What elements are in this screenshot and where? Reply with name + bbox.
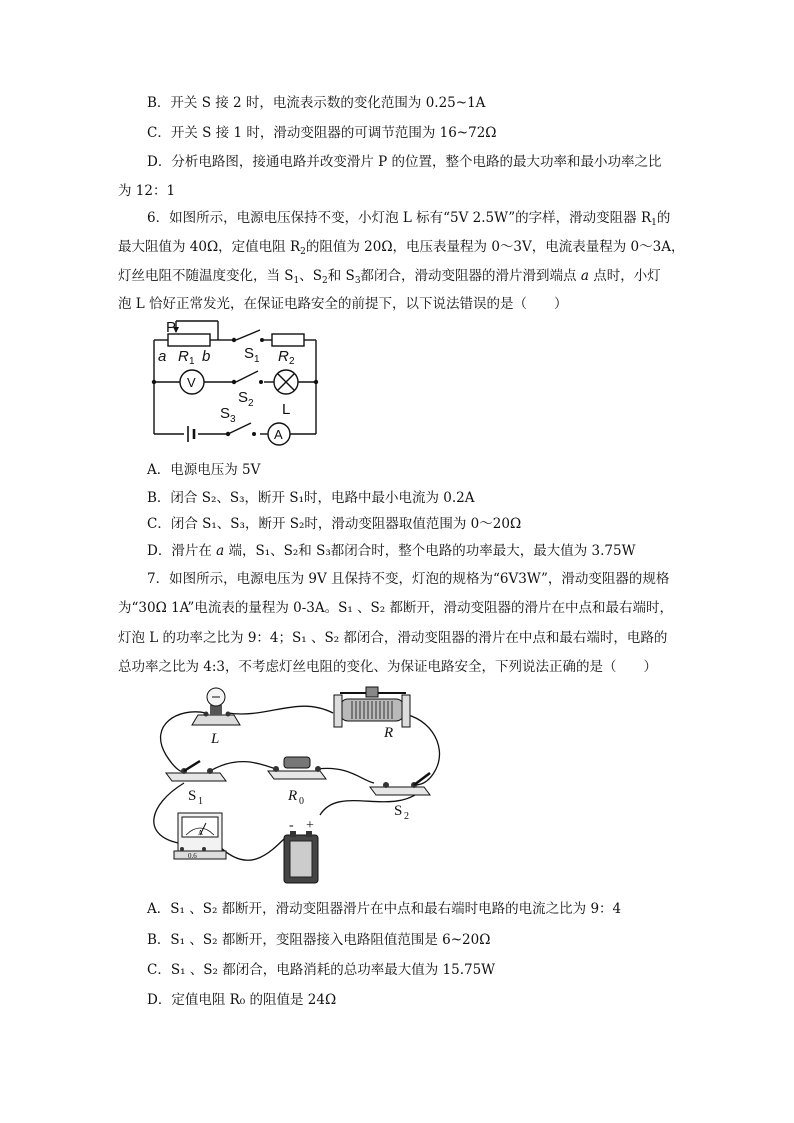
q6-option-b: B．闭合 S₂、S₃，断开 S₁时，电路中最小电流为 0.2A xyxy=(147,490,475,506)
q6-label-r1: R xyxy=(178,348,189,365)
q6-voltmeter-label: V xyxy=(187,375,196,390)
q5-option-b: B．开关 S 接 2 时，电流表示数的变化范围为 0.25~1A xyxy=(147,95,486,111)
q7-label-minus: - xyxy=(289,818,294,833)
q5-option-d: D．分析电路图，接通电路并改变滑片 P 的位置，整个电路的最大功率和最小功率之比 xyxy=(147,154,662,170)
q7-meter-range: 0.6 xyxy=(188,852,197,860)
q6-stem-line4: 泡 L 恰好正常发光，在保证电路安全的前提下，以下说法错误的是（ ） xyxy=(118,296,568,312)
q7-rheostat-r xyxy=(334,687,410,727)
q7-label-r0: R xyxy=(288,788,298,804)
q7-stem-line3: 灯泡 L 的功率之比为 9：4；S₁ 、S₂ 都闭合，滑动变阻器的滑片在中点和最右端时，电路的 xyxy=(118,630,668,646)
q5-option-c: C．开关 S 接 1 时，滑动变阻器的可调节范围为 16~72Ω xyxy=(147,125,497,141)
svg-text:A: A xyxy=(198,829,204,837)
svg-text:0: 0 xyxy=(299,796,304,807)
q7-label-r: R xyxy=(384,725,394,741)
q7-switch-s1 xyxy=(166,761,226,781)
q6-label-b: b xyxy=(202,348,211,365)
q6-option-c: C．闭合 S₁、S₃，断开 S₂时，滑动变阻器取值范围为 0～20Ω xyxy=(147,516,522,532)
q5-option-d-cont: 为 12：1 xyxy=(118,183,176,199)
q6-circuit-diagram xyxy=(148,318,348,448)
q6-label-p: P xyxy=(166,319,177,336)
svg-text:3: 3 xyxy=(230,414,236,425)
q6-option-d: D．滑片在 a 端，S₁、S₂和 S₃都闭合时，整个电路的功率最大，最大值为 3.75W xyxy=(147,543,636,559)
q7-label-s1: S xyxy=(188,788,197,804)
q7-circuit-illustration xyxy=(148,685,448,890)
q6-stem-line2: 最大阻值为 40Ω，定值电阻 $R_2$的阻值为 20Ω，电压表量程为 0～3V，电流表量程为 0～3A， xyxy=(118,239,685,257)
q7-stem-line4: 总功率之比为 4:3，不考虑灯丝电阻的变化、为保证电路安全，下列说法正确的是（ ） xyxy=(118,659,658,675)
q6-label-l: L xyxy=(282,401,291,418)
q6-label-r2: R xyxy=(278,348,289,365)
q7-option-c: C．S₁ 、S₂ 都闭合，电路消耗的总功率最大值为 15.75W xyxy=(147,962,496,978)
svg-text:1: 1 xyxy=(254,354,260,365)
q7-label-plus: + xyxy=(306,818,314,833)
svg-text:2: 2 xyxy=(404,811,409,822)
svg-text:1: 1 xyxy=(189,356,195,367)
q6-option-a: A．电源电压为 5V xyxy=(147,462,261,478)
svg-text:2: 2 xyxy=(289,356,295,367)
q6-label-s3: S xyxy=(220,405,231,422)
svg-text:2: 2 xyxy=(248,398,254,409)
q7-option-b: B．S₁ 、S₂ 都断开，变阻器接入电路阻值范围是 6~20Ω xyxy=(147,932,491,948)
q6-label-s1: S xyxy=(244,345,255,362)
q7-label-s2: S xyxy=(394,803,403,819)
q7-battery xyxy=(284,831,318,883)
q6-stem-line1: 6．如图所示，电源电压保持不变，小灯泡 L 标有“5V 2.5W”的字样，滑动变阻器 $R_1$的 xyxy=(147,210,671,228)
q6-ammeter-label: A xyxy=(274,427,283,442)
q7-lamp-l xyxy=(192,688,240,725)
q6-label-a: a xyxy=(158,348,167,365)
q7-stem-line2: 为“30Ω 1A”电流表的量程为 0-3A。S₁ 、S₂ 都断开，滑动变阻器的滑片在中点和最右端时， xyxy=(118,600,674,616)
q7-option-d: D．定值电阻 R₀ 的阻值是 24Ω xyxy=(147,992,337,1008)
q7-option-a: A．S₁ 、S₂ 都断开，滑动变阻器滑片在中点和最右端时电路的电流之比为 9：4 xyxy=(147,901,622,917)
q6-label-s2: S xyxy=(238,389,249,406)
q7-stem-line1: 7．如图所示，电源电压为 9V 且保持不变，灯泡的规格为“6V3W”，滑动变阻器的规格 xyxy=(147,571,670,587)
q7-resistor-r0 xyxy=(268,757,326,779)
svg-text:1: 1 xyxy=(198,796,203,807)
q6-stem-line3: 灯丝电阻不随温度变化，当 $S_1$、$S_2$和 $S_3$都闭合，滑动变阻器的滑片滑到端点 a 点时，小灯 xyxy=(118,268,661,286)
q7-label-l: L xyxy=(211,731,220,747)
